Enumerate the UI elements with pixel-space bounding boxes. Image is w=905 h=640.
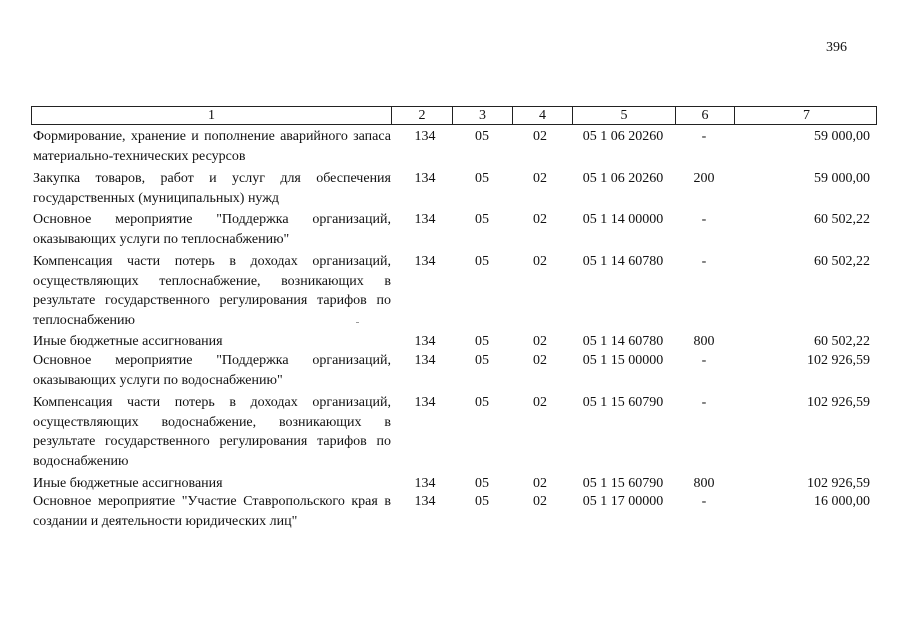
header-col-5: 5	[620, 108, 628, 123]
row-col-7: 102 926,59	[807, 353, 870, 368]
row-col-4: 02	[533, 334, 547, 349]
row-col-4: 02	[533, 171, 547, 186]
table-header	[31, 106, 877, 125]
row-col-2: 134	[414, 129, 436, 144]
row-col-2: 134	[414, 254, 436, 269]
row-col-2: 134	[414, 171, 436, 186]
header-col-7: 7	[803, 108, 810, 123]
row-col-4: 02	[533, 395, 547, 410]
row-col-3: 05	[475, 494, 489, 509]
row-col-6: -	[701, 494, 707, 509]
row-col-6: -	[701, 353, 707, 368]
row-col-6: -	[701, 254, 707, 269]
row-col-6: 200	[693, 171, 715, 186]
row-col-2: 134	[414, 494, 436, 509]
header-col-2: 2	[418, 108, 426, 123]
row-col-2: 134	[414, 476, 436, 491]
row-col-7: 60 502,22	[814, 212, 870, 227]
row-col-6: -	[701, 212, 707, 227]
row-col-7: 59 000,00	[814, 129, 870, 144]
row-col-3: 05	[475, 353, 489, 368]
row-col-3: 05	[475, 129, 489, 144]
row-col-3: 05	[475, 254, 489, 269]
row-name: Основное мероприятие "Участие Ставропольского края в создании и деятельности юридических лиц"	[33, 494, 391, 529]
row-col-2: 134	[414, 334, 436, 349]
row-col-5: 05 1 06 20260	[582, 171, 664, 186]
row-name: Компенсация части потерь в доходах организаций, осуществляющих водоснабжение, возникающих в результате государственного регулирования тарифов по водоснабжению	[33, 395, 391, 469]
row-col-7: 102 926,59	[807, 476, 870, 491]
row-col-3: 05	[475, 395, 489, 410]
row-col-2: 134	[414, 395, 436, 410]
row-col-5: 05 1 15 60790	[582, 476, 664, 491]
row-col-3: 05	[475, 212, 489, 227]
row-col-5: 05 1 17 00000	[582, 494, 664, 509]
row-name: Основное мероприятие "Поддержка организаций, оказывающих услуги по водоснабжению"	[33, 353, 391, 388]
scan-speck	[356, 322, 359, 323]
row-col-3: 05	[475, 334, 489, 349]
header-col-3: 3	[479, 108, 486, 123]
row-col-7: 102 926,59	[807, 395, 870, 410]
row-col-4: 02	[533, 353, 547, 368]
row-name: Иные бюджетные ассигнования	[33, 334, 223, 349]
row-col-7: 60 502,22	[814, 334, 870, 349]
page-number: 396	[826, 40, 847, 55]
row-col-2: 134	[414, 353, 436, 368]
row-name: Компенсация части потерь в доходах организаций, осуществляющих теплоснабжение, возникающих в результате государственного регулирования тарифов по теплоснабжению	[33, 254, 391, 328]
row-col-2: 134	[414, 212, 436, 227]
row-col-4: 02	[533, 212, 547, 227]
row-col-5: 05 1 14 00000	[582, 212, 664, 227]
row-name: Иные бюджетные ассигнования	[33, 476, 223, 491]
row-col-5: 05 1 15 00000	[582, 353, 664, 368]
row-col-6: 800	[693, 334, 715, 349]
row-col-7: 59 000,00	[814, 171, 870, 186]
row-col-5: 05 1 06 20260	[582, 129, 664, 144]
row-col-4: 02	[533, 254, 547, 269]
row-col-4: 02	[533, 476, 547, 491]
row-col-7: 60 502,22	[814, 254, 870, 269]
row-col-6: 800	[693, 476, 715, 491]
row-col-6: -	[701, 395, 707, 410]
row-name: Закупка товаров, работ и услуг для обеспечения государственных (муниципальных) нужд	[33, 171, 391, 206]
row-col-5: 05 1 14 60780	[582, 254, 664, 269]
row-col-4: 02	[533, 494, 547, 509]
row-name: Основное мероприятие "Поддержка организаций, оказывающих услуги по теплоснабжению"	[33, 212, 391, 247]
row-col-7: 16 000,00	[814, 494, 870, 509]
row-col-5: 05 1 14 60780	[582, 334, 664, 349]
row-col-4: 02	[533, 129, 547, 144]
header-col-1: 1	[208, 108, 215, 123]
row-col-3: 05	[475, 476, 489, 491]
row-col-5: 05 1 15 60790	[582, 395, 664, 410]
row-col-3: 05	[475, 171, 489, 186]
header-col-6: 6	[701, 108, 709, 123]
row-col-6: -	[701, 129, 707, 144]
row-name: Формирование, хранение и пополнение аварийного запаса материально-технических ресурсов	[33, 129, 391, 164]
header-col-4: 4	[539, 108, 546, 123]
